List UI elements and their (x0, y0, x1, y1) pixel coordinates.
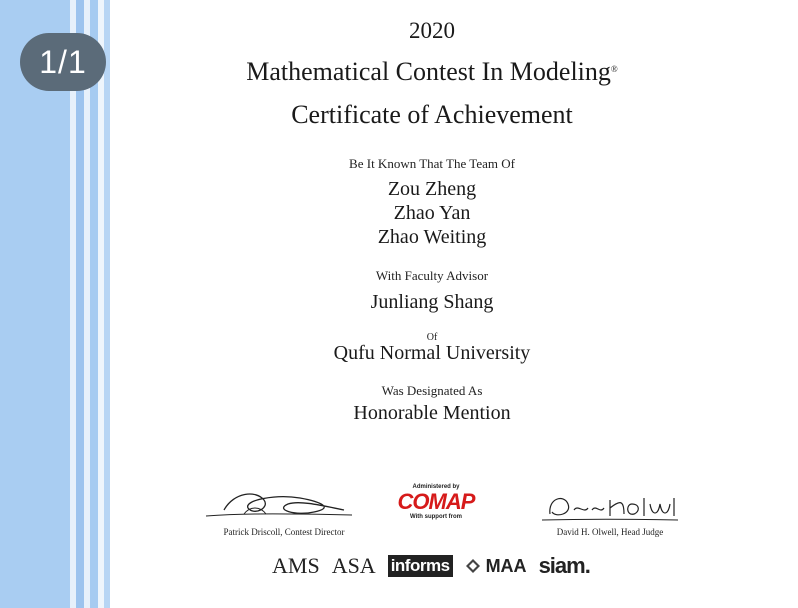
head-judge-signature (540, 490, 680, 526)
page-counter: 1/1 (39, 43, 87, 80)
maa-emblem-icon (465, 558, 481, 574)
faculty-advisor-name: Junliang Shang (370, 291, 494, 313)
administered-by-label: Administered by (412, 484, 460, 490)
comap-block (396, 484, 476, 544)
university-name: Qufu Normal University (333, 342, 531, 364)
registered-mark: ® (610, 64, 618, 74)
contest-name (112, 57, 752, 87)
ams-logo: AMS (272, 553, 320, 578)
with-support-label: With support from (410, 514, 462, 520)
certificate-title: Certificate of Achievement (291, 100, 573, 129)
team-member: Zou Zheng (387, 178, 477, 200)
stripe (104, 0, 110, 608)
page-counter-badge[interactable] (20, 33, 106, 91)
decorative-stripes (0, 0, 112, 608)
stripe (76, 0, 84, 608)
be-known-label: Be It Known That The Team Of (349, 156, 515, 171)
stripe-wide (0, 0, 70, 608)
certificate-year: 2020 (409, 18, 455, 43)
asa-logo: ASA (331, 553, 376, 578)
maa-logo-text: MAA (485, 555, 527, 576)
designated-label: Was Designated As (381, 383, 483, 398)
informs-logo: informs (388, 555, 453, 577)
certificate (112, 0, 798, 608)
sponsor-logos (272, 548, 632, 584)
stripe (90, 0, 98, 608)
head-judge-caption: David H. Olwell, Head Judge (556, 527, 664, 537)
contest-name-text: Mathematical Contest In Modeling (246, 57, 611, 86)
comap-logo: COMAP (397, 489, 475, 514)
director-caption: Patrick Driscoll, Contest Director (223, 527, 345, 537)
faculty-advisor-label: With Faculty Advisor (375, 268, 489, 283)
siam-logo: siam. (538, 553, 590, 578)
of-label: Of (426, 332, 438, 343)
maa-logo (465, 556, 527, 577)
team-member: Zhao Weiting (377, 226, 487, 248)
team-member: Zhao Yan (393, 202, 471, 224)
director-signature (204, 486, 354, 524)
award-level: Honorable Mention (353, 402, 511, 424)
